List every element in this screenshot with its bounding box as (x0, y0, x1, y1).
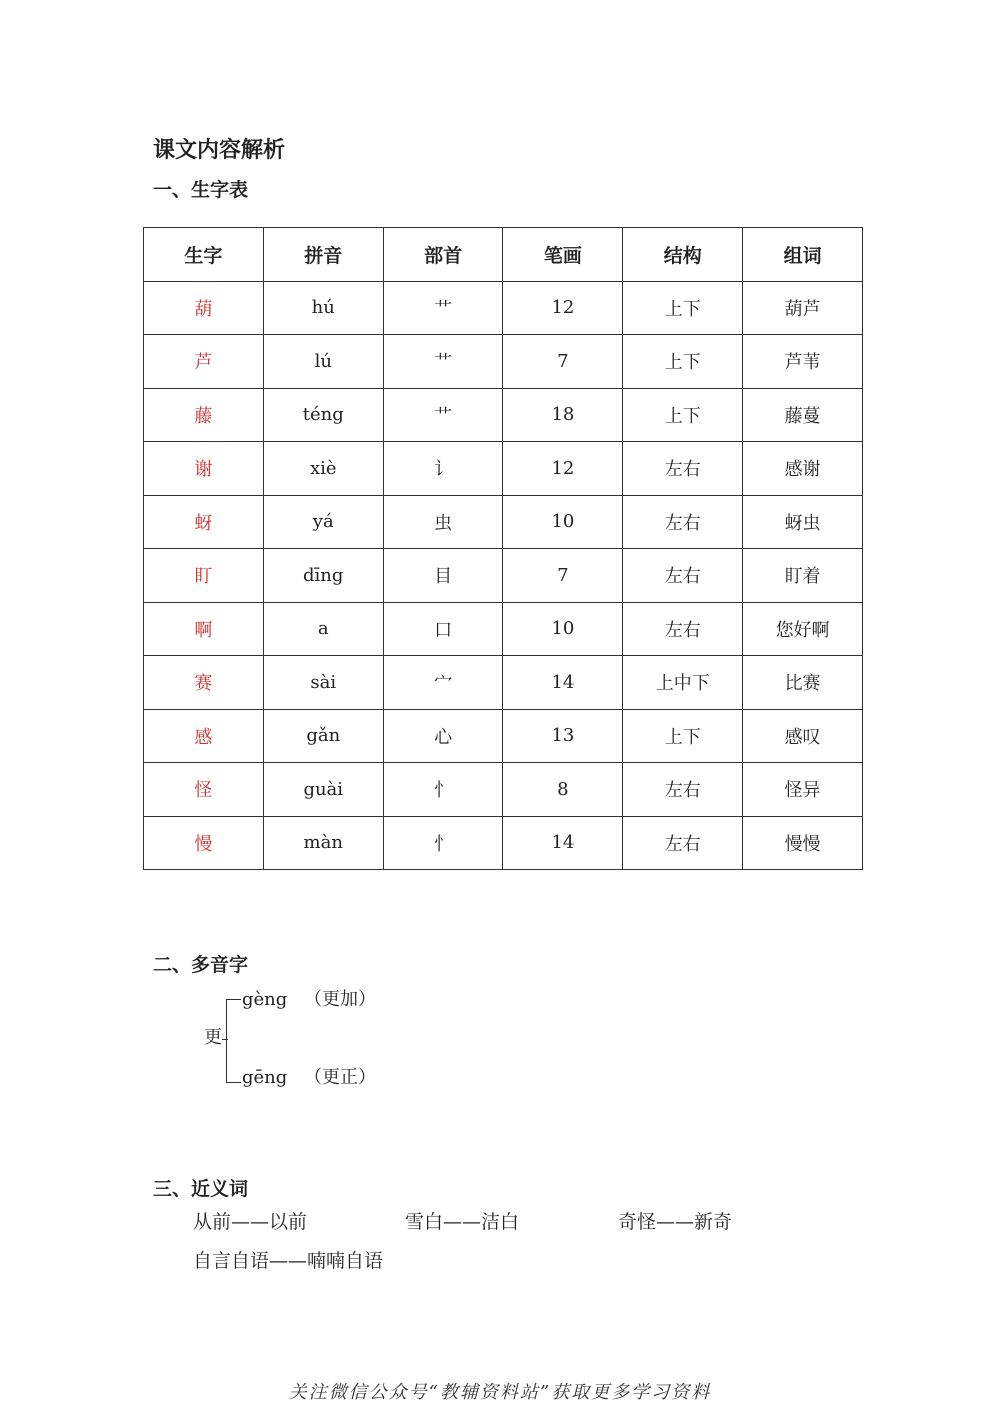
character-table (143, 227, 863, 870)
synonym-pair: 自言自语——喃喃自语 (193, 1250, 384, 1272)
table-cell: 10 (503, 495, 623, 549)
table-row (144, 281, 863, 335)
table-cell: 心 (383, 709, 503, 763)
table-cell: 葫芦 (743, 281, 863, 335)
table-cell: 10 (503, 602, 623, 656)
table-cell: guài (263, 763, 383, 817)
table-cell: 比赛 (743, 656, 863, 710)
table-row (144, 656, 863, 710)
table-cell: 左右 (623, 602, 743, 656)
footer-note: 关注微信公众号“教辅资料站”获取更多学习资料 (288, 1382, 712, 1403)
character-cell: 啊 (144, 602, 264, 656)
polyphone-diagram (200, 985, 500, 1095)
character-cell: 藤 (144, 388, 264, 442)
table-cell: xiè (263, 442, 383, 496)
section-heading-synonyms: 三、近义词 (153, 1178, 249, 1200)
table-cell: 7 (503, 549, 623, 603)
table-cell: a (263, 602, 383, 656)
table-cell: 14 (503, 816, 623, 870)
table-cell: 18 (503, 388, 623, 442)
column-header: 组词 (743, 228, 863, 282)
table-cell: 虫 (383, 495, 503, 549)
table-cell: 艹 (383, 281, 503, 335)
table-cell: 感谢 (743, 442, 863, 496)
polyphone-char: 更 (204, 1027, 222, 1048)
table-row (144, 709, 863, 763)
table-cell: 蚜虫 (743, 495, 863, 549)
table-cell: 感叹 (743, 709, 863, 763)
table-header-row (144, 228, 863, 282)
table-cell: 目 (383, 549, 503, 603)
table-cell: 左右 (623, 816, 743, 870)
table-row (144, 549, 863, 603)
column-header: 笔画 (503, 228, 623, 282)
table-cell: 口 (383, 602, 503, 656)
table-cell: 左右 (623, 549, 743, 603)
table-cell: 忄 (383, 763, 503, 817)
reading-pinyin: gèng (242, 989, 288, 1010)
table-cell: 艹 (383, 335, 503, 389)
table-cell: 慢慢 (743, 816, 863, 870)
section-heading-characters: 一、生字表 (153, 179, 249, 201)
table-cell: 怪异 (743, 763, 863, 817)
character-cell: 蚜 (144, 495, 264, 549)
table-cell: 忄 (383, 816, 503, 870)
section-heading-polyphones: 二、多音字 (153, 954, 249, 976)
table-cell: 藤蔓 (743, 388, 863, 442)
table-row (144, 495, 863, 549)
table-cell: 14 (503, 656, 623, 710)
table-cell: dīng (263, 549, 383, 603)
table-row (144, 763, 863, 817)
table-cell: 12 (503, 281, 623, 335)
table-cell: 左右 (623, 763, 743, 817)
brace-tick (222, 1039, 228, 1040)
table-cell: 8 (503, 763, 623, 817)
column-header: 生字 (144, 228, 264, 282)
table-body (144, 281, 863, 870)
reading-pinyin: gēng (242, 1067, 288, 1088)
character-cell: 慢 (144, 816, 264, 870)
table-cell: 上下 (623, 335, 743, 389)
character-cell: 感 (144, 709, 264, 763)
synonym-pair: 雪白——洁白 (405, 1211, 520, 1233)
column-header: 拼音 (263, 228, 383, 282)
table-cell: 您好啊 (743, 602, 863, 656)
table-cell: sài (263, 656, 383, 710)
table-cell: 芦苇 (743, 335, 863, 389)
character-cell: 葫 (144, 281, 264, 335)
table-cell: 艹 (383, 388, 503, 442)
character-cell: 盯 (144, 549, 264, 603)
reading-word: （更正） (304, 1067, 376, 1088)
table-cell: 左右 (623, 495, 743, 549)
table-cell: 上下 (623, 709, 743, 763)
table-cell: 上下 (623, 388, 743, 442)
synonym-pair: 从前——以前 (193, 1211, 308, 1233)
table-cell: 12 (503, 442, 623, 496)
character-cell: 怪 (144, 763, 264, 817)
reading-row (242, 1063, 376, 1089)
table-row (144, 388, 863, 442)
table-row (144, 442, 863, 496)
page-title: 课文内容解析 (153, 138, 286, 163)
column-header: 部首 (383, 228, 503, 282)
table-cell: 盯着 (743, 549, 863, 603)
table-cell: 左右 (623, 442, 743, 496)
table-cell: 13 (503, 709, 623, 763)
character-cell: 芦 (144, 335, 264, 389)
table-row (144, 816, 863, 870)
table-cell: màn (263, 816, 383, 870)
table-cell: yá (263, 495, 383, 549)
reading-word: （更加） (304, 989, 376, 1010)
reading-row (242, 985, 376, 1011)
table-cell: gǎn (263, 709, 383, 763)
column-header: 结构 (623, 228, 743, 282)
table-cell: 上中下 (623, 656, 743, 710)
character-cell: 谢 (144, 442, 264, 496)
table-row (144, 335, 863, 389)
table-cell: 7 (503, 335, 623, 389)
synonym-pair: 奇怪——新奇 (618, 1211, 733, 1233)
table-cell: 讠 (383, 442, 503, 496)
table-cell: 上下 (623, 281, 743, 335)
table-cell: téng (263, 388, 383, 442)
table-cell: lú (263, 335, 383, 389)
table-row (144, 602, 863, 656)
character-cell: 赛 (144, 656, 264, 710)
brace-shape (226, 999, 241, 1083)
table-cell: 宀 (383, 656, 503, 710)
table-cell: hú (263, 281, 383, 335)
